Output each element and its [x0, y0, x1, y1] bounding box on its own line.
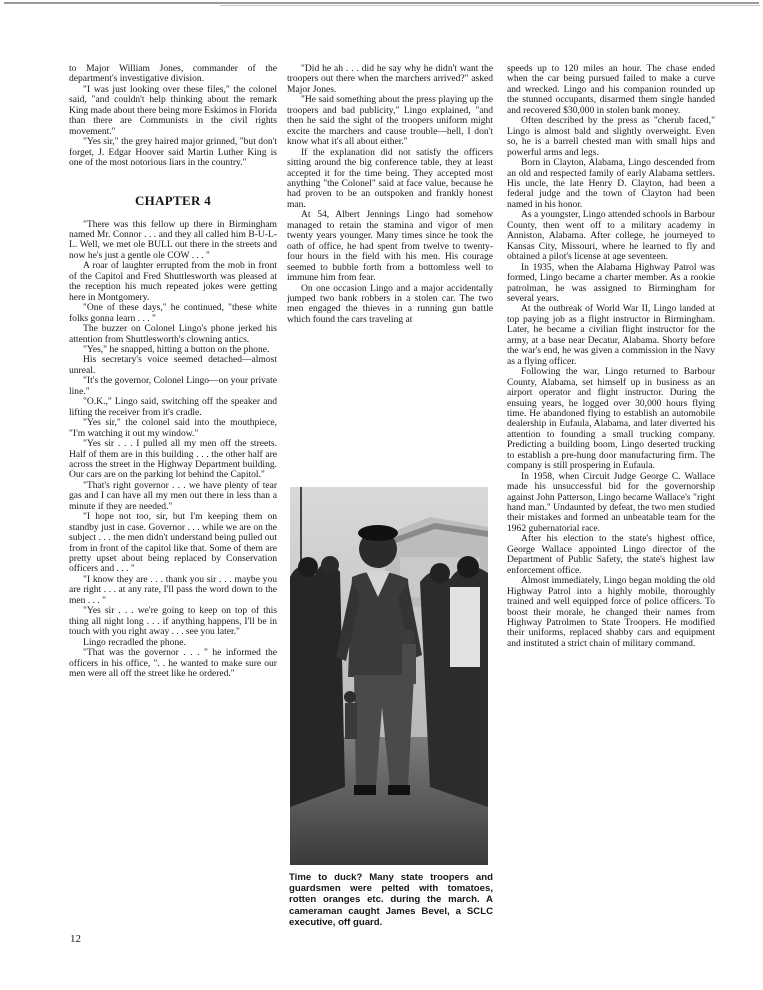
photo-illustration	[290, 487, 488, 865]
paragraph: "I was just looking over these files," the colonel said, "and couldn't help thinking about the remark King made about there being more Eskimos in Florida than there are Communists in the civil rights movement."	[69, 83, 277, 137]
paragraph: If the explanation did not satisfy the officers sitting around the big conference table, they at least accepted it for the time being. They accepted most anything "the Colonel" said at face value, because he had proven to be an outspoken and frankly honest man.	[287, 146, 493, 210]
paragraph: Lingo recradled the phone.	[83, 636, 186, 648]
paragraph: The buzzer on Colonel Lingo's phone jerked his attention from Shuttlesworth's clowning antics.	[69, 323, 277, 345]
paragraph: At the outbreak of World War II, Lingo landed at top paying job as a flight instructor in Birmingham. Later, he became a civilian flight instructor for the army, at a base near Decatur, Alabama. Shorty before the war's end, he was given a commission in the Navy as a flying officer.	[507, 303, 715, 367]
paragraph: Often described by the press as "cherub faced," Lingo is almost bald and slightly overweight. Even so, he is a barrell chested man with small hips and powerful arms and legs.	[507, 115, 715, 158]
paragraph: "Yes sir . . . we're going to keep on top of this thing all night long . . . if anything happens, I'll be in touch with you right away . . . see you later."	[69, 605, 277, 638]
paragraph: "That's right governor . . . we have plenty of tear gas and I can have all my men out there in less than a minute if they are needed."	[69, 479, 277, 512]
paragraph: "That was the governor . . . " he informed the officers in his office, ". . he wanted to make sure our men were all off the street like he ordered."	[69, 647, 277, 680]
paragraph: "Did he ah . . . did he say why he didn't want the troopers out there when the marchers arrived?" asked Major Jones.	[287, 64, 493, 95]
page-number: 12	[70, 933, 81, 945]
paragraph: "I hope not too, sir, but I'm keeping them on standby just in case. Governor . . . while we are on the subject . . . the men didn't understand being pulled out from in front of the capitol like that. Some of them are pretty upset about being replaced by Conservation officers and . . . "	[69, 511, 277, 575]
chapter-heading: CHAPTER 4	[134, 192, 211, 208]
paragraph: "Yes," he snapped, hitting a button on the phone.	[83, 343, 270, 355]
paragraph: His secretary's voice seemed detached—almost unreal.	[69, 354, 277, 376]
paragraph: "Yes sir," the colonel said into the mouthpiece, "I'm watching it out my window."	[69, 417, 277, 439]
photo-caption: Time to duck? Many state troopers and guardsmen were pelted with tomatoes, rotten oranges etc. during the march. A cameraman caught James Bevel, a SCLC executive, off guard.	[289, 872, 493, 928]
text-column-3	[507, 64, 715, 944]
paragraph: "O.K.," Lingo said, switching off the speaker and lifting the receiver from it's cradle.	[69, 396, 277, 418]
paragraph: After his election to the state's highest office, George Wallace appointed Lingo director of the Department of Public Safety, the state's highest law enforcement office.	[507, 533, 715, 576]
paragraph: to Major William Jones, commander of the department's investigative division.	[69, 64, 277, 85]
paragraph: "Yes sir . . . I pulled all my men off the streets. Half of them are in this building . . . the other half are across the street in the Highway Department building. Our cars are on the parking lot behind the Capitol."	[69, 438, 277, 481]
paragraph: Following the war, Lingo returned to Barbour County, Alabama, set himself up in business as an airport operator and flight instructor. During the ensuing years, he logged over 30,000 hours flying time. He abandoned flying to establish an automobile dealership in Eufaula, Alabama, and later diverted his attention to founding a small trucking company. Predicting a building boom, Lingo deserted trucking to establish a pre-hung door manufacturing firm. The company is still prospering in Eufaula.	[507, 366, 715, 472]
paragraph: A roar of laughter errupted from the mob in front of the Capitol and Fred Shuttlesworth was pleased at the reception his much repeated jokes were getting here in Montgomery.	[69, 260, 277, 303]
paragraph: "One of these days," he continued, "these white folks gonna learn . . . "	[69, 302, 277, 324]
paragraph: "I know they are . . . thank you sir . . . maybe you are right . . . at any rate, I'll pass the word down to the men . . . "	[69, 573, 277, 606]
paragraph: Almost immediately, Lingo began molding the old Highway Patrol into a highly mobile, thoroughly trained and well equipped force of police officers. To boost their morale, he changed their names from Highway Patrolmen to State Troopers. He modified their uniforms, replaced shabby cars and equipment and instituted a strict chain of military command.	[507, 575, 715, 649]
paragraph: In 1958, when Circuit Judge George C. Wallace made his unsuccessful bid for the governorship against John Patterson, Lingo became Wallace's "right hand man." Undaunted by defeat, the two men studied their mistakes and formed an unbeatable team for the 1962 gubernatorial race.	[507, 470, 715, 534]
news-photo	[290, 487, 488, 865]
paragraph: On one occasion Lingo and a major accidentally jumped two bank robbers in a stolen car. The two men engaged the thieves in a running gun battle which found the cars traveling at	[287, 282, 493, 325]
paragraph: "He said something about the press playing up the troopers and bad publicity," Lingo explained, "and then he said the sight of the troopers uniform might excite the marchers and cause trouble—hell, I don't know what it's all about either."	[287, 94, 493, 148]
paragraph: Born in Clayton, Alabama, Lingo descended from an old and respected family of early Alabama settlers. His uncle, the late Henry D. Clayton, had been a federal judge and the town of Clayton had been named in his honor.	[507, 157, 715, 210]
paragraph: "Yes sir," the grey haired major grinned, "but don't forget, J. Edgar Hoover said Martin Luther King is one of the most notorious liars in the country."	[69, 136, 277, 169]
paragraph: At 54, Albert Jennings Lingo had somehow managed to retain the stamina and vigor of men twenty years younger. Many times since he took the oath of office, he had spent from twelve to twenty-four hours in the field with his men. His courage seemed to bubble forth from a bottomless well to immune him from fear.	[287, 209, 493, 284]
paragraph: In 1935, when the Alabama Highway Patrol was formed, Lingo became a charter member. As a rookie patrolman, he was assigned to Birmingham for several years.	[507, 261, 715, 304]
paragraph: "It's the governor, Colonel Lingo—on your private line."	[69, 375, 277, 397]
top-border-rule-secondary	[220, 5, 760, 6]
top-border-rule	[4, 2, 759, 4]
text-column-1	[69, 64, 277, 949]
paragraph: As a youngster, Lingo attended schools in Barbour County, then went off to a military academy in Anniston, Alabama. After college, he journeyed to Kansas City, Missouri, where he learned to fly and obtained a pilot's license at age seventeen.	[507, 209, 715, 263]
paragraph: "There was this fellow up there in Birmingham named Mr. Connor . . . and they all called him B-U-L-L. Well, we met ole BULL out there in the streets and now he's just a gentle ole COW . . . "	[69, 218, 277, 261]
paragraph: speeds up to 120 miles an hour. The chase ended when the car being pursued failed to make a curve and wrecked. Lingo and his companion rounded up the stunned occupants, disarmed them single handed and recovered $30,000 in stolen bank money.	[507, 64, 715, 116]
text-column-2	[287, 64, 493, 496]
